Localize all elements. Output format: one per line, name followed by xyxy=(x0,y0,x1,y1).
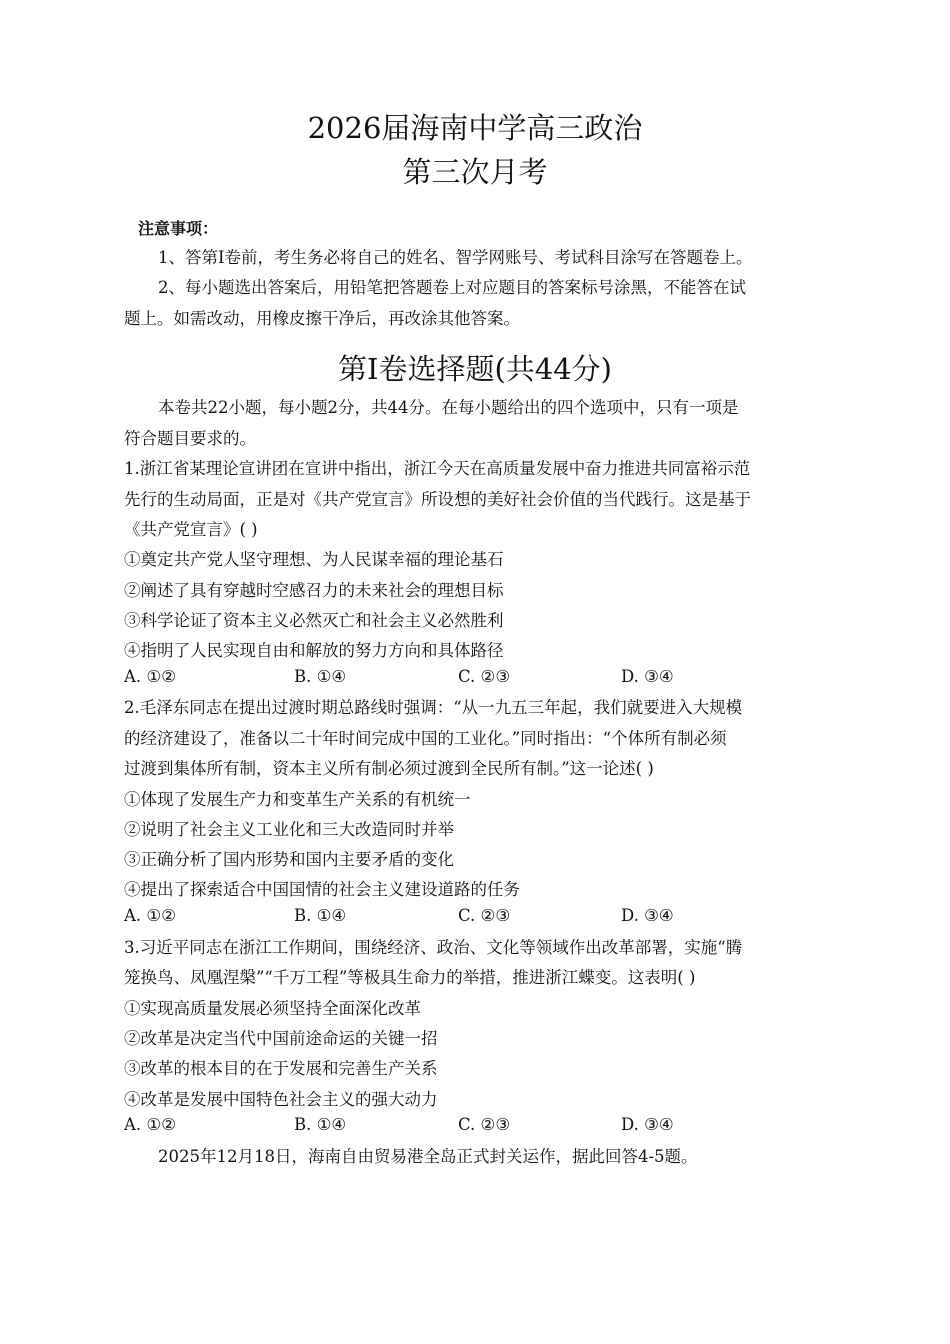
option-d: D. ③④ xyxy=(621,906,674,925)
notice-heading: 注意事项： xyxy=(138,219,219,238)
option-a: A. ①② xyxy=(124,906,176,925)
option-d: D. ③④ xyxy=(621,1115,674,1134)
exam-title: 2026届海南中学高三政治 xyxy=(307,111,643,145)
notice-item-2-line-1: 2、每小题选出答案后，用铅笔把答题卷上对应题目的答案标号涂黑，不能答在试 xyxy=(158,278,746,297)
option-a: A. ①② xyxy=(124,1115,176,1134)
material-intro: 2025年12月18日，海南自由贸易港全岛正式封关运作，据此回答4-5题。 xyxy=(158,1147,698,1166)
statement-3: ③正确分析了国内形势和国内主要矛盾的变化 xyxy=(124,850,454,869)
option-b: B. ①④ xyxy=(294,906,347,925)
statement-1: ①体现了发展生产力和变革生产关系的有机统一 xyxy=(124,790,471,809)
statement-3: ③改革的根本目的在于发展和完善生产关系 xyxy=(124,1059,438,1078)
option-a: A. ①② xyxy=(124,667,176,686)
statement-4: ④提出了探索适合中国国情的社会主义建设道路的任务 xyxy=(124,880,520,899)
statement-1: ①实现高质量发展必须坚持全面深化改革 xyxy=(124,999,421,1018)
answer-options xyxy=(124,1114,830,1136)
section-intro-line-2: 符合题目要求的。 xyxy=(124,429,256,448)
option-d: D. ③④ xyxy=(621,667,674,686)
question-stem-line: 1.浙江省某理论宣讲团在宣讲中指出，浙江今天在高质量发展中奋力推进共同富裕示范 xyxy=(124,459,751,478)
question-stem-line: 的经济建设了，准备以二十年时间完成中国的工业化。”同时指出：“个体所有制必须 xyxy=(124,729,727,748)
statement-3: ③科学论证了资本主义必然灭亡和社会主义必然胜利 xyxy=(124,611,504,630)
question-stem-line: 3.习近平同志在浙江工作期间，围绕经济、政治、文化等领域作出改革部署，实施“腾 xyxy=(124,938,743,957)
option-b: B. ①④ xyxy=(294,1115,347,1134)
answer-options xyxy=(124,666,830,688)
question-stem-line: 笼换鸟、凤凰涅槃”“千万工程”等极具生命力的举措，推进浙江蝶变。这表明( ) xyxy=(124,968,696,987)
question-stem-line: 先行的生动局面，正是对《共产党宣言》所设想的美好社会价值的当代践行。这是基于 xyxy=(124,490,751,509)
answer-options xyxy=(124,905,830,927)
exam-subtitle: 第三次月考 xyxy=(402,155,548,189)
question-stem-line: 过渡到集体所有制，资本主义所有制必须过渡到全民所有制。”这一论述( ) xyxy=(124,759,654,778)
statement-4: ④改革是发展中国特色社会主义的强大动力 xyxy=(124,1090,438,1109)
statement-4: ④指明了人民实现自由和解放的努力方向和具体路径 xyxy=(124,641,504,660)
statement-2: ②说明了社会主义工业化和三大改造同时并举 xyxy=(124,820,454,839)
question-stem-line: 2.毛泽东同志在提出过渡时期总路线时强调：“从一九五三年起，我们就要进入大规模 xyxy=(124,698,743,717)
option-c: C. ②③ xyxy=(458,1115,511,1134)
section-title: 第Ⅰ卷选择题(共44分) xyxy=(338,352,612,386)
statement-2: ②改革是决定当代中国前途命运的关键一招 xyxy=(124,1029,438,1048)
statement-1: ①奠定共产党人坚守理想、为人民谋幸福的理论基石 xyxy=(124,550,504,569)
option-b: B. ①④ xyxy=(294,667,347,686)
notice-item-2-line-2: 题上。如需改动，用橡皮擦干净后，再改涂其他答案。 xyxy=(124,309,520,328)
option-c: C. ②③ xyxy=(458,667,511,686)
statement-2: ②阐述了具有穿越时空感召力的未来社会的理想目标 xyxy=(124,581,504,600)
notice-item-1: 1、答第Ⅰ卷前，考生务必将自己的姓名、智学网账号、考试科目涂写在答题卷上。 xyxy=(158,248,753,267)
section-intro-line-1: 本卷共22小题，每小题2分，共44分。在每小题给出的四个选项中，只有一项是 xyxy=(158,398,739,417)
question-stem-line: 《共产党宣言》( ) xyxy=(124,520,258,539)
option-c: C. ②③ xyxy=(458,906,511,925)
